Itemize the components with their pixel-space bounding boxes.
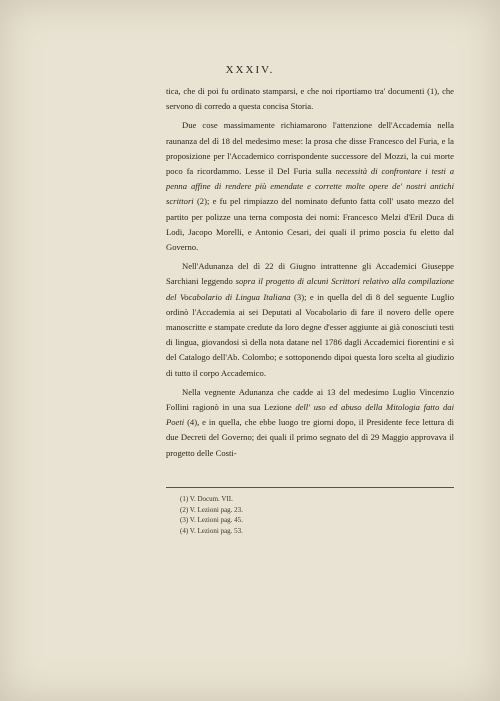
page-number: XXXIV. <box>225 64 275 76</box>
paragraph-3 <box>166 259 454 381</box>
italic-title: dell' uso ed abuso della Mitologia fatto dai Poeti <box>166 402 454 428</box>
body-text <box>166 84 454 461</box>
footnote: (1) V. Docum. VII. <box>180 495 233 503</box>
italic-title: necessità di confrontare i testi a penna affine di rendere più emendate e corrette molte opere de' nostri antichi scrittori <box>166 166 455 207</box>
text-segment: Nell'Adunanza del dì 22 di Giugno intrattenne gli Accademici Giuseppe Sarchiani leggendo <box>166 261 454 287</box>
text-segment: (3); e in quella del dì 8 del seguente Luglio ordinò l'Accademia ai sei Deputati al Vocabolario di fare il novero delle opere manoscritte e stampate credute da loro degne d'esser aggiunte ai già conosciuti testi di lingua, giovandosi sì della nota datane nel 1786 dagli Accademici fiorentini e sì del Catalogo dell'Ab. Colombo; e sottoponendo dipoi questa loro scelta al giudizio di tutto il corpo Accademico. <box>166 291 455 378</box>
footnote: (3) V. Lezioni pag. 45. <box>180 516 243 524</box>
footnote-rule <box>166 487 454 488</box>
footnote: (2) V. Lezioni pag. 23. <box>180 505 243 514</box>
text-segment: tica, che di poi fu ordinato stamparsi, e che noi riportiamo tra' documenti (1), che servono di corredo a questa concisa Storia. <box>166 86 454 112</box>
paragraph-1 <box>166 84 454 114</box>
paragraph-4 <box>166 385 454 461</box>
footnote: (4) V. Lezioni pag. 53. <box>180 526 243 535</box>
italic-title: sopra il progetto di alcuni Scrittori relativo alla compilazione del Vocabolario di Lingua Italiana <box>166 276 454 302</box>
text-segment: (4), e in quella, che ebbe luogo tre giorni dopo, il Presidente fece lettura di due Decreti del Governo; dei quali il primo segnato del dì 29 Maggio approvava il progetto delle Costi- <box>166 417 454 458</box>
text-segment: (2); e fu pel rimpiazzo del nominato defunto fatta coll' usato mezzo del partito per polizze una terna composta dei nomi: Francesco Melzi d'Eril Duca di Lodi, Jacopo Morelli, e Antonio Cesari, dei quali il primo poscia fu eletto dal Governo. <box>166 196 454 253</box>
paragraph-2 <box>166 118 454 255</box>
footnotes <box>180 494 243 536</box>
text-segment: Due cose massimamente richiamarono l'attenzione dell'Accademia nella raunanza del dì 18 del medesimo mese: la prosa che disse Francesco del Furia, e la proposizione per l'Accademico corrispondente successore del Mozzi, la cui morte poco fa ricordammo. Lesse il Del Furia sulla <box>166 120 454 177</box>
text-segment: Nella vegnente Adunanza che cadde ai 13 del medesimo Luglio Vincenzio Follini ragionò in una sua Lezione <box>166 386 454 413</box>
